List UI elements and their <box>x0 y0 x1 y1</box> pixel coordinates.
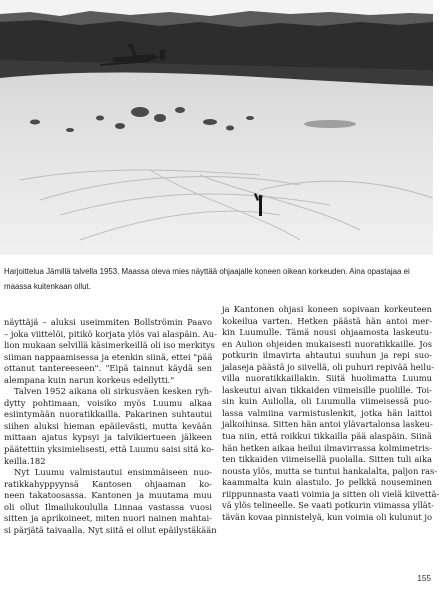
left-line: ottanut tantereeseen". "Eipä tainnut käydä sen <box>4 363 212 374</box>
left-line: päätettiin yksimielisesti, että Luumu saisi sitä ko- <box>4 444 214 455</box>
left-line: keilla.182 <box>4 455 46 466</box>
right-line: riippunnasta vaati voimia ja sitten oli vielä kiivettä- <box>222 488 440 499</box>
right-line: tua niin, että roikkui tikkailla pää alaspäin. Siinä <box>222 431 432 442</box>
right-line: ten tikkaiden viimeisellä puolalla. Sitten tuli aika <box>222 454 432 465</box>
left-line: näyttäjä – aluksi useimmiten Bollströmin Paavo <box>4 317 212 327</box>
left-line: esiintymään nuoratikkailla. Pakarinen suhtautui <box>4 409 212 420</box>
right-line: tävän kovaa pinnistelyä, kun voimia oli kulunut jo <box>222 511 433 522</box>
photo-caption <box>4 264 432 294</box>
left-line: siiman nappaamisessa ja etenkin siinä, ettei "pää <box>4 351 213 362</box>
left-line: siihen aluksi hieman epäilevästi, mutta kevään <box>4 420 212 431</box>
right-line: kin Luumulle. Tämä nousi ohjaamosta laskeutu- <box>222 327 432 338</box>
right-line: en Aulion ohjeiden mukaisesti nuoratikkaille. Jos <box>222 338 432 349</box>
right-line: villa nuoratikkaillakin. Siitä huolimatta Luumu <box>222 373 432 384</box>
left-text-column <box>4 317 217 536</box>
right-line: kaammalta kuin alastulo. Jo pelkkä nouseminen <box>222 477 432 488</box>
left-line: si pärjätä taivaalla. Nyt siitä ei ollut epäilystäkään <box>4 524 217 535</box>
left-line: lion mukaan selvillä käsimerkeillä oli iso merkitys <box>4 340 215 351</box>
caption-line-1: Harjoittelua Jämillä talvella 1953. Maassa oleva mies näyttää ohjaajalle koneen oikean korkeuden. Aina opastajaa ei <box>4 267 410 276</box>
left-line: Talven 1952 aikana oli sirkusväen kesken ryh- <box>14 386 212 397</box>
caption-line-2: maassa kuitenkaan ollut. <box>4 282 91 291</box>
left-line: Nyt Luumu valmistautui ensimmäiseen nuo- <box>14 467 212 478</box>
right-text-column <box>222 304 440 523</box>
right-line: laskeutui aivan tikkaiden viimeisille puolille. Toi- <box>222 384 432 395</box>
right-line: potkurin ilmavirta ahtautui suuhun ja repi suo- <box>222 350 432 361</box>
right-line: nousta ylös, mutta se tuntui hankalalta, paljon ras- <box>222 465 438 476</box>
right-line: hän hetken aikaa heilui ilmavirrassa kolmimetris- <box>222 442 432 453</box>
left-line: ratikkahyppyynsä Kantosen ohjaaman ko- <box>4 478 212 489</box>
left-line: oli ollut Ilmailukoululla Linnaa vastassa vuosi <box>4 501 212 512</box>
right-line: jalkoihinsa. Sitten hän antoi ylävartalonsa laskeu- <box>222 419 433 430</box>
left-line: sitten ja aprikoineet, miten nuori nainen mahtai- <box>4 513 212 524</box>
left-line: dytty pohtimaan, voisiko myös Luumu alkaa <box>4 397 212 408</box>
left-line: alempana kuin narun korkeus edellytti." <box>4 374 175 385</box>
right-line: sin kuin Auliolla, oli Luumulla viimeisessä puo- <box>222 396 432 407</box>
left-line: neen takatoosassa. Kantonen ja muutama muu <box>4 490 212 501</box>
left-line: mittaan ajatus kypsyi ja talvikiertueen jälkeen <box>4 432 212 443</box>
page-number: 155 <box>417 574 431 583</box>
right-line: kokeilua varten. Hetken päästä hän antoi mer- <box>222 315 432 326</box>
right-line: vä ylös telineelle. Se vaati potkurin viimassa yllät- <box>222 500 434 511</box>
left-line: – joka viittelöi, pitikö korjata ylös vai alaspäin. Au- <box>4 328 217 339</box>
winter-field-photo <box>0 0 433 255</box>
right-line: ja Kantonen ohjasi koneen sopivaan korkeuteen <box>222 304 432 314</box>
right-line: jalaseja päästä jo siivellä, oli puhuri repivää heilu- <box>222 361 435 372</box>
right-line: lassa valmiina varmistuslenkit, jotka hän laittoi <box>222 407 432 418</box>
